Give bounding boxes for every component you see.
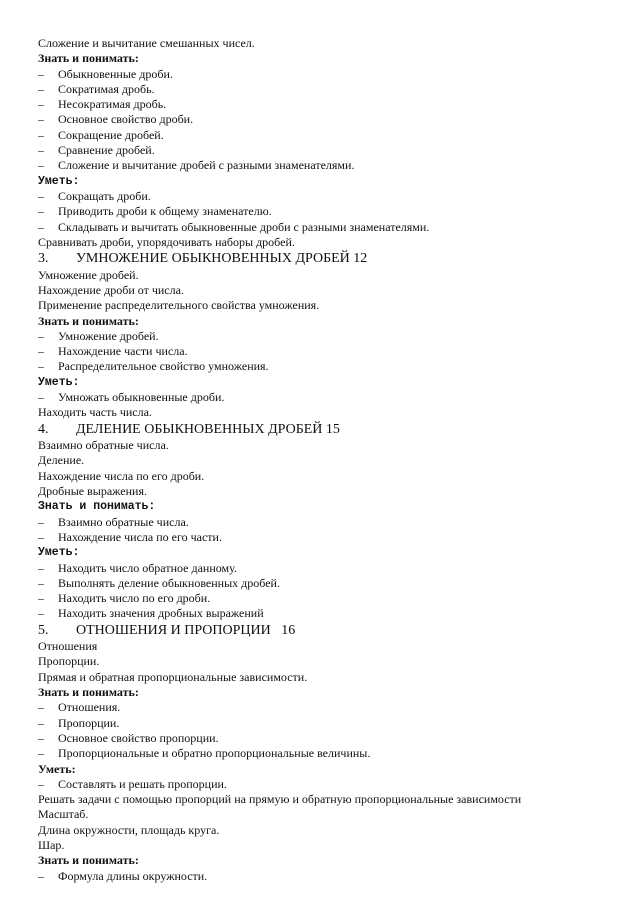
list-item: – Распределительное свойство умножения. [38, 359, 269, 374]
bullet-dash: – [38, 219, 44, 234]
bullet-dash: – [38, 715, 44, 730]
topic-line: Масштаб. [38, 807, 89, 822]
know-heading: Знать и понимать: [38, 500, 156, 514]
list-item: – Нахождение части числа. [38, 344, 188, 359]
can-heading: Уметь: [38, 174, 80, 188]
list-item: – Находить число обратное данному. [38, 560, 237, 575]
list-item: – Нахождение числа по его части. [38, 529, 222, 544]
know-heading: Знать и понимать: [38, 313, 139, 328]
bullet-dash: – [38, 560, 44, 575]
list-item: – Пропорциональные и обратно пропорциональные величины. [38, 746, 371, 761]
list-item: – Сравнение дробей. [38, 143, 155, 158]
list-item: – Складывать и вычитать обыкновенные дроби с разными знаменателями. [38, 219, 430, 234]
bullet-dash: – [38, 328, 44, 343]
bullet-dash: – [38, 158, 44, 173]
bullet-dash: – [38, 606, 44, 621]
list-item: – Умножение дробей. [38, 328, 159, 343]
topic-line: Шар. [38, 838, 65, 853]
bullet-dash: – [38, 344, 44, 359]
topic-line: Отношения [38, 639, 98, 654]
document-page [38, 36, 628, 884]
list-item: – Находить значения дробных выражений [38, 606, 264, 621]
can-heading: Уметь: [38, 375, 80, 389]
know-heading: Знать и понимать: [38, 685, 139, 700]
extra-line: Находить часть числа. [38, 405, 152, 420]
topic-line: Длина окружности, площадь круга. [38, 822, 220, 837]
topic-line: Нахождение числа по его дроби. [38, 468, 205, 483]
section-heading: 4. ДЕЛЕНИЕ ОБЫКНОВЕННЫХ ДРОБЕЙ 15 [38, 421, 340, 437]
bullet-dash: – [38, 127, 44, 142]
bullet-dash: – [38, 591, 44, 606]
know-heading: Знать и понимать: [38, 51, 139, 66]
section-heading: 5. ОТНОШЕНИЯ И ПРОПОРЦИИ 16 [38, 622, 296, 638]
topic-line: Применение распределительного свойства умножения. [38, 298, 320, 313]
list-item: – Обыкновенные дроби. [38, 66, 173, 81]
extra-line: Сравнивать дроби, упорядочивать наборы дробей. [38, 234, 295, 249]
topic-line: Умножение дробей. [38, 267, 139, 282]
list-item: – Основное свойство пропорции. [38, 730, 219, 745]
list-item: – Находить число по его дроби. [38, 591, 211, 606]
list-item: – Формула длины окружности. [38, 868, 208, 883]
bullet-dash: – [38, 700, 44, 715]
topic-line: Нахождение дроби от числа. [38, 282, 184, 297]
bullet-dash: – [38, 529, 44, 544]
list-item: – Умножать обыкновенные дроби. [38, 390, 225, 405]
bullet-dash: – [38, 97, 44, 112]
topic-line: Взаимно обратные числа. [38, 438, 169, 453]
list-item: – Несократимая дробь. [38, 97, 167, 112]
list-item: – Сложение и вычитание дробей с разными знаменателями. [38, 158, 355, 173]
topic-line: Прямая и обратная пропорциональные зависимости. [38, 669, 308, 684]
can-heading: Уметь: [38, 761, 76, 776]
bullet-dash: – [38, 575, 44, 590]
topic-line: Деление. [38, 453, 85, 468]
bullet-dash: – [38, 868, 44, 883]
list-item: – Отношения. [38, 700, 121, 715]
list-item: – Сокращение дробей. [38, 127, 164, 142]
bullet-dash: – [38, 204, 44, 219]
bullet-dash: – [38, 746, 44, 761]
list-item: – Сократимая дробь. [38, 81, 155, 96]
bullet-dash: – [38, 188, 44, 203]
bullet-dash: – [38, 776, 44, 791]
list-item: – Пропорции. [38, 715, 120, 730]
bullet-dash: – [38, 514, 44, 529]
bullet-dash: – [38, 143, 44, 158]
know-heading: Знать и понимать: [38, 853, 139, 868]
bullet-dash: – [38, 390, 44, 405]
section-heading: 3. УМНОЖЕНИЕ ОБЫКНОВЕННЫХ ДРОБЕЙ 12 [38, 251, 368, 267]
bullet-dash: – [38, 112, 44, 127]
list-item: – Основное свойство дроби. [38, 112, 194, 127]
topic-line: Сложение и вычитание смешанных чисел. [38, 36, 255, 50]
list-item: – Выполнять деление обыкновенных дробей. [38, 575, 280, 590]
topic-line: Пропорции. [38, 654, 100, 669]
list-item: – Взаимно обратные числа. [38, 514, 189, 529]
bullet-dash: – [38, 81, 44, 96]
bullet-dash: – [38, 359, 44, 374]
list-item: – Составлять и решать пропорции. [38, 776, 227, 791]
list-item: – Приводить дроби к общему знаменателю. [38, 204, 272, 219]
topic-line: Дробные выражения. [38, 484, 147, 499]
bullet-dash: – [38, 730, 44, 745]
list-item: – Сокращать дроби. [38, 188, 151, 203]
can-heading: Уметь: [38, 546, 80, 560]
extra-line: Решать задачи с помощью пропорций на прямую и обратную пропорциональные зависимости [38, 792, 522, 807]
bullet-dash: – [38, 66, 44, 81]
